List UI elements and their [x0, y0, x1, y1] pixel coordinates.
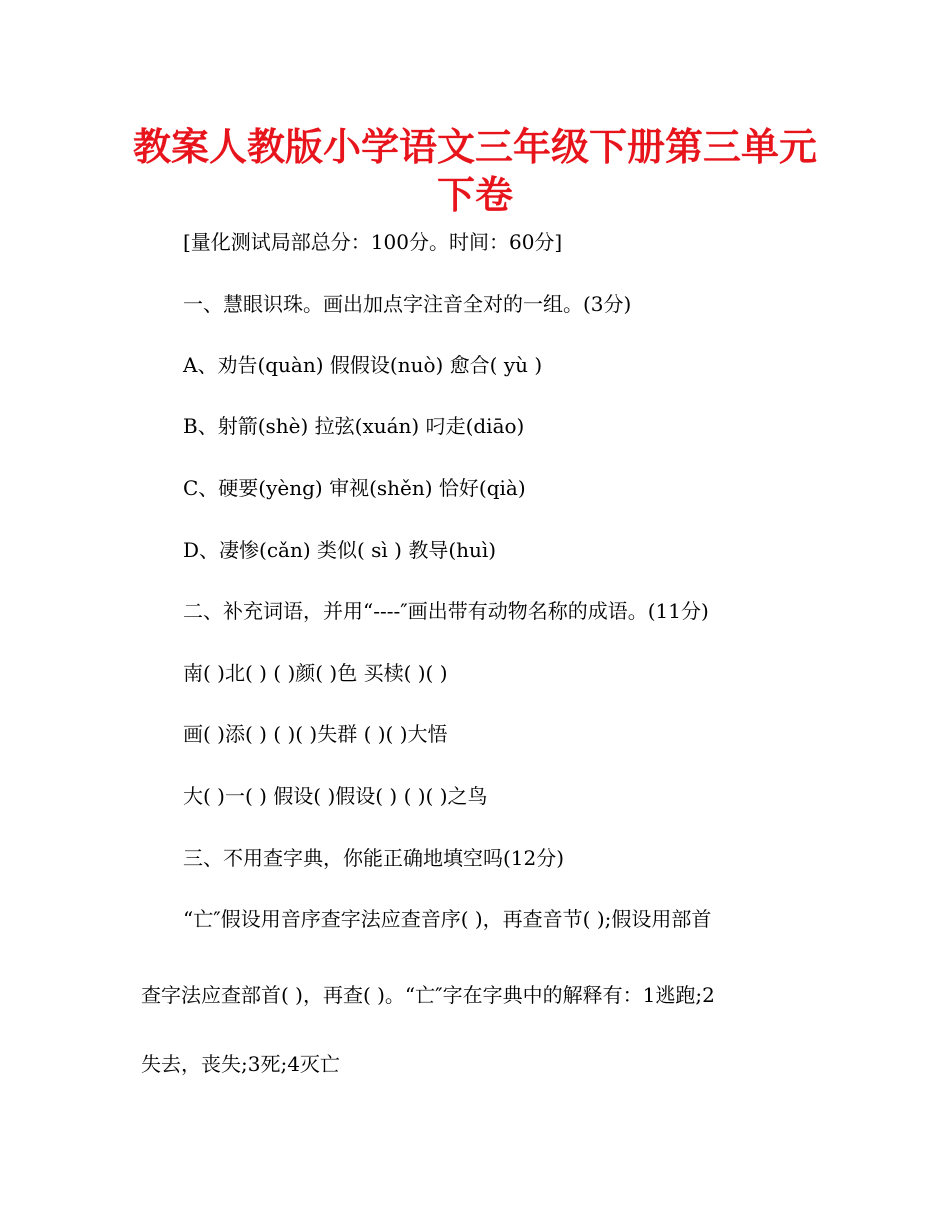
section-1-option-a: A、劝告(quàn) 假假设(nuò) 愈合( yù ): [183, 353, 543, 377]
section-1-option-b: B、射箭(shè) 拉弦(xuán) 叼走(diāo): [183, 414, 525, 438]
section-2-row-3: 大( )一( ) 假设( )假设( ) ( )( )之鸟: [183, 784, 488, 808]
score-note: [量化测试局部总分：100分。时间：60分]: [183, 230, 563, 254]
section-2-row-1: 南( )北( ) ( )颜( )色 买椟( )( ): [183, 661, 448, 685]
section-3-heading: 三、不用查字典，你能正确地填空吗(12分): [183, 846, 565, 870]
section-3-paragraph-line-3: 失去，丧失;3死;4灭亡: [141, 1052, 340, 1076]
section-2-row-2: 画( )添( ) ( )( )失群 ( )( )大悟: [183, 722, 448, 746]
section-2-heading: 二、补充词语，并用“----″画出带有动物名称的成语。(11分): [183, 599, 709, 623]
document-title-line-2: 下卷: [436, 173, 513, 217]
section-1-option-c: C、硬要(yèng) 审视(shěn) 恰好(qià): [183, 476, 526, 500]
section-3-paragraph-line-2: 查字法应查部首( )，再查( )。“亡″字在字典中的解释有：1逃跑;2: [141, 983, 715, 1007]
document-title-line-1: 教案人教版小学语文三年级下册第三单元: [132, 125, 817, 169]
section-3-paragraph-line-1: “亡″假设用音序查字法应查音序( )，再查音节( );假设用部首: [183, 907, 712, 931]
section-1-option-d: D、凄惨(cǎn) 类似( sì ) 教导(huì): [183, 538, 497, 562]
section-1-heading: 一、慧眼识珠。画出加点字注音全对的一组。(3分): [183, 292, 632, 316]
